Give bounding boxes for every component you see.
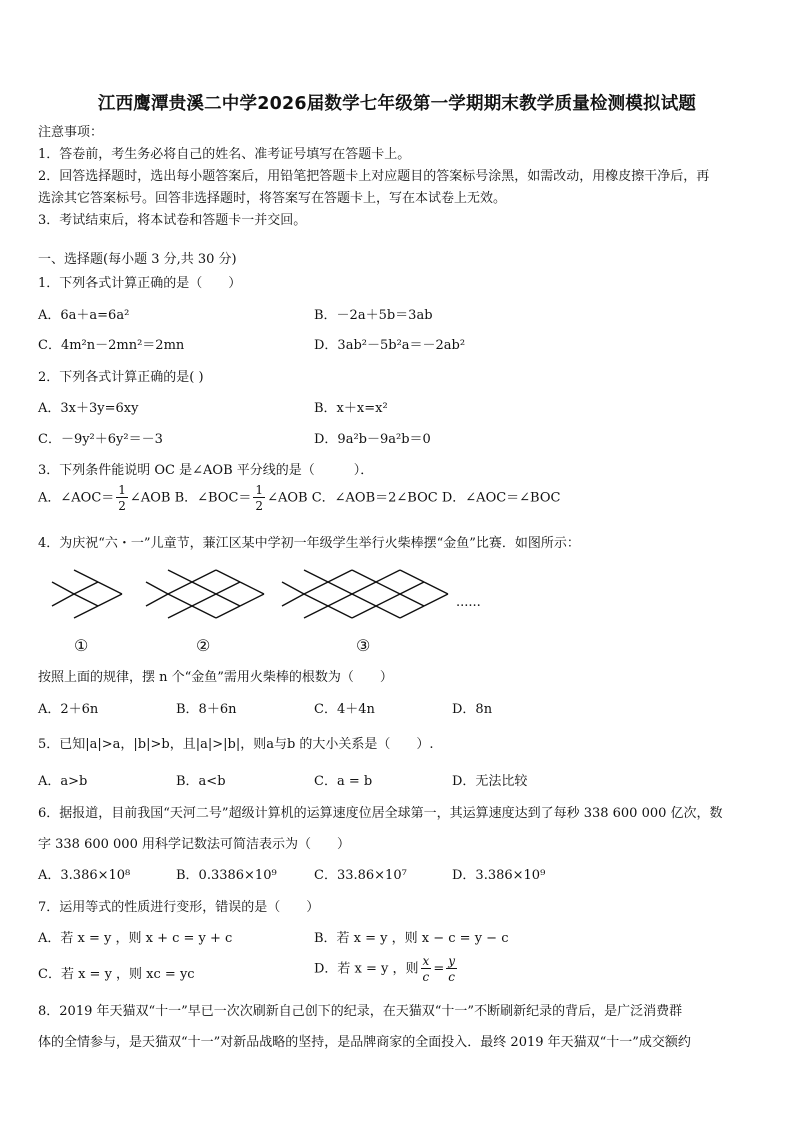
- q6-option-c: C．33.86×10⁷: [314, 868, 407, 883]
- q2-option-c: C．－9y²＋6y²＝－3: [38, 432, 163, 447]
- fraction-denominator: 2: [255, 499, 264, 513]
- q3-option-d: D．∠AOC＝∠BOC: [441, 490, 561, 506]
- fraction-numerator: 1: [255, 483, 264, 497]
- q6-option-a: A．3.386×10⁸: [38, 868, 131, 883]
- q4-option-a: A．2＋6n: [38, 702, 99, 717]
- figure-label-1: ①: [74, 636, 89, 655]
- q8-stem-line-2: 体的全情参与，是天猫双“十一”对新品战略的坚持，是品牌商家的全面投入．最终 2019 年天猫双“十一”成交额约: [38, 1035, 691, 1050]
- goldfish-pattern-3: [282, 570, 448, 618]
- q1-option-d: D．3ab²－5b²a＝－2ab²: [314, 338, 466, 353]
- q5-option-b: B．a<b: [176, 774, 226, 789]
- fraction-numerator: 1: [118, 483, 126, 497]
- notice-heading: 注意事项：: [38, 125, 104, 140]
- q7-option-b: B．若 x = y ，则 x − c = y − c: [314, 931, 509, 946]
- figure-label-3: ③: [356, 636, 371, 655]
- goldfish-pattern-2: [146, 570, 264, 618]
- goldfish-pattern-1: [52, 570, 122, 618]
- q4-option-d: D．8n: [452, 702, 493, 717]
- q7-option-d-fraction-right: [446, 955, 457, 983]
- q2-stem: 2．下列各式计算正确的是( ): [38, 370, 204, 385]
- q3-option-b-fraction: [253, 484, 265, 512]
- q3-option-b-post: ∠AOB: [267, 490, 308, 506]
- q7-option-d-pre: D．若 x = y ，则: [314, 961, 419, 977]
- q2-option-a: A．3x＋3y=6xy: [38, 401, 139, 416]
- fraction-denominator: c: [448, 970, 455, 984]
- figure-label-2: ②: [196, 636, 211, 655]
- q7-stem: 7．运用等式的性质进行变形，错误的是（ ）: [38, 900, 320, 915]
- q6-option-d: D．3.386×10⁹: [452, 868, 546, 883]
- q6-option-b: B．0.3386×10⁹: [176, 868, 277, 883]
- notice-item-3: 3．考试结束后，将本试卷和答题卡一并交回。: [38, 213, 307, 228]
- q5-option-a: A．a>b: [38, 774, 88, 789]
- matchstick-goldfish-figure: [48, 562, 508, 630]
- q5-option-c: C．a = b: [314, 774, 373, 789]
- q3-stem: 3．下列条件能说明 OC 是∠AOB 平分线的是（ ）．: [38, 463, 374, 478]
- q4-option-b: B．8＋6n: [176, 702, 237, 717]
- fraction-numerator: x: [422, 954, 430, 968]
- q1-option-b: B．－2a＋5b＝3ab: [314, 308, 433, 323]
- fraction-denominator: 2: [118, 499, 126, 513]
- notice-item-1: 1．答卷前，考生务必将自己的姓名、准考证号填写在答题卡上。: [38, 147, 411, 162]
- q4-option-c: C．4＋4n: [314, 702, 375, 717]
- q5-option-d: D．无法比较: [452, 774, 528, 789]
- q7-option-d-fraction-left: [421, 955, 432, 983]
- q3-option-c: C．∠AOB＝2∠BOC: [311, 490, 438, 506]
- q6-stem-line-1: 6．据报道，目前我国“天河二号”超级计算机的运算速度位居全球第一，其运算速度达到了每秒 338 600 000 亿次，数: [38, 806, 723, 821]
- q7-option-c: C．若 x = y ，则 xc = yc: [38, 967, 195, 982]
- page-title: 江西鹰潭贵溪二中学2026届数学七年级第一学期期末教学质量检测模拟试题: [97, 94, 697, 114]
- q4-rule: 按照上面的规律，摆 n 个“金鱼”需用火柴棒的根数为（ ）: [38, 670, 393, 685]
- q1-option-c: C．4m²n－2mn²＝2mn: [38, 338, 185, 353]
- notice-item-2: 2．回答选择题时，选出每小题答案后，用铅笔把答题卡上对应题目的答案标号涂黑，如需改动，用橡皮擦干净后，再: [38, 169, 710, 184]
- figure-ellipsis: ......: [456, 595, 481, 610]
- q1-option-a: A．6a＋a=6a²: [38, 308, 130, 323]
- notice-item-2-cont: 选涂其它答案标号。回答非选择题时，将答案写在答题卡上，写在本试卷上无效。: [38, 191, 507, 206]
- q3-option-b-pre: B．∠BOC＝: [174, 490, 252, 506]
- q3-option-a-fraction: [116, 484, 128, 512]
- section-heading: 一、选择题(每小题 3 分,共 30 分): [38, 252, 237, 267]
- q3-option-a-pre: A．∠AOC＝: [38, 490, 115, 506]
- q4-stem: 4．为庆祝“六・一”儿童节，蒹江区某中学初一年级学生举行火柴棒摆“金鱼”比赛．如图所示：: [38, 536, 580, 551]
- q1-stem: 1．下列各式计算正确的是（ ）: [38, 276, 242, 291]
- fraction-denominator: c: [422, 970, 430, 984]
- q7-option-d: D．若 x = y ，则 $\frac{x}{c}$ = $\frac{y}{c}$: [314, 954, 455, 984]
- q3-options: [38, 484, 560, 512]
- q2-option-d: D．9a²b－9a²b＝0: [314, 432, 431, 447]
- q7-option-a: A．若 x = y ，则 x + c = y + c: [38, 931, 233, 946]
- fraction-numerator: y: [448, 954, 455, 968]
- q5-stem: 5．已知|a|>a，|b|>b，且|a|>|b|，则a与b 的大小关系是（ ）.: [38, 737, 434, 752]
- q2-option-b: B．x＋x=x²: [314, 401, 388, 416]
- q6-stem-line-2: 字 338 600 000 用科学记数法可简洁表示为（ ）: [38, 837, 350, 852]
- q3-option-a-post: ∠AOB: [129, 490, 171, 506]
- q8-stem-line-1: 8．2019 年天猫双“十一”早已一次次刷新自己创下的纪录，在天猫双“十一”不断刷新纪录的背后，是广泛消费群: [38, 1004, 683, 1019]
